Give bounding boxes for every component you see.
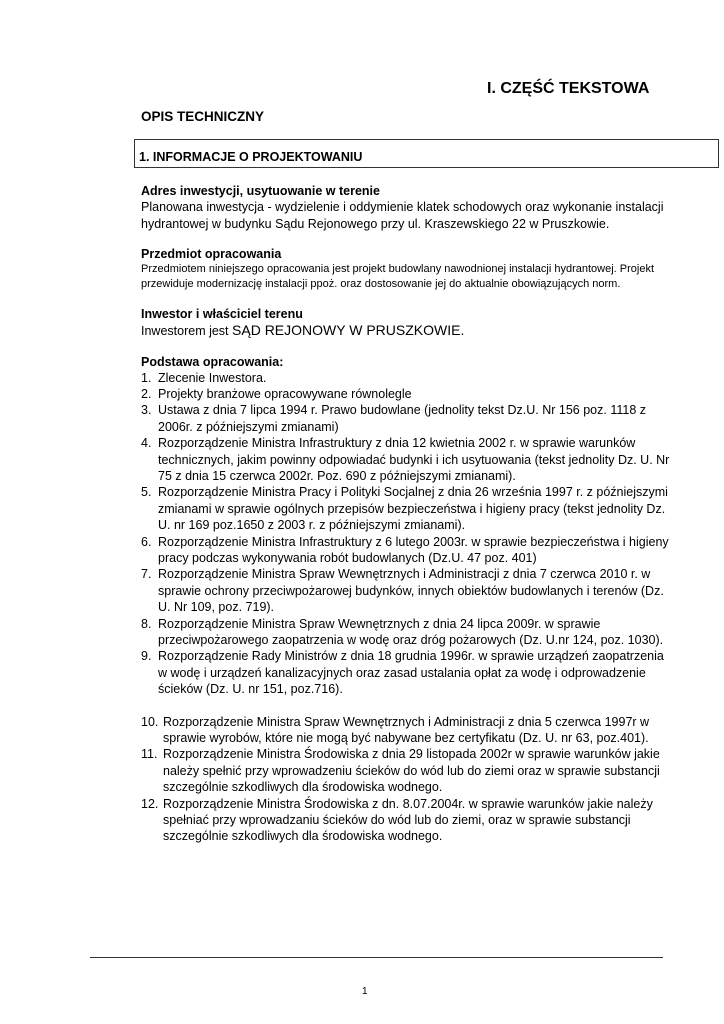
list-item — [141, 402, 676, 435]
investor-title: Inwestor i właściciel terenu — [141, 307, 303, 321]
footer-divider — [90, 957, 663, 958]
list-item — [141, 370, 676, 386]
list-item-text: Projekty branżowe opracowywane równolegle — [158, 386, 412, 401]
list-item-number: 3. — [141, 403, 152, 418]
list-item-text: Rozporządzenie Ministra Spraw Wewnętrznych z dnia 24 lipca 2009r. w sprawie przeciwpożarowego zaopatrzenia w wodę oraz dróg pożarowych (Dz. U.nr 124, poz. 1030). — [158, 616, 664, 647]
part-title: I. CZĘŚĆ TEKSTOWA — [487, 80, 650, 97]
list-item-number: 5. — [141, 485, 152, 500]
list-item-number: 1. — [141, 370, 152, 385]
investor-section — [141, 306, 676, 340]
list-item-text: Ustawa z dnia 7 lipca 1994 r. Prawo budowlane (jednolity tekst Dz.U. Nr 156 poz. 1118 z 2006r. z późniejszymi zmianami) — [158, 403, 646, 434]
list-item — [141, 386, 676, 402]
list-item — [141, 796, 676, 845]
list-item-number: 10. — [141, 714, 159, 729]
basis-section — [141, 354, 676, 845]
list-item-text: Rozporządzenie Ministra Infrastruktury z 6 lutego 2003r. w sprawie bezpieczeństwa i higieny pracy podczas wykonywania robót budowlanych (Dz.U. 47 poz. 401) — [158, 534, 669, 565]
basis-list — [141, 370, 676, 845]
list-item-text: Rozporządzenie Ministra Spraw Wewnętrznych i Administracji z dnia 5 czerwca 1997r w sprawie wyrobów, które nie mogą być nabywane bez certyfikatu (Dz. U. nr 63, poz.401). — [163, 714, 650, 746]
list-item-number: 2. — [141, 386, 152, 401]
list-item-text: Rozporządzenie Ministra Pracy i Polityki Socjalnej z dnia 26 września 1997 r. z późniejszymi zmianami w sprawie ogólnych przepisów bezpieczeństwa i higieny pracy (tekst jednolity Dz. U. nr 169 poz.1650 z 2003 r. z późniejszymi zmianami). — [158, 485, 668, 533]
investor-text-prefix: Inwestorem jest — [141, 324, 233, 338]
basis-title: Podstawa opracowania: — [141, 354, 284, 369]
list-item-number: 4. — [141, 436, 152, 451]
list-item-number: 12. — [141, 796, 159, 811]
list-item-number: 6. — [141, 534, 152, 549]
list-item — [141, 616, 676, 649]
list-item-number: 9. — [141, 649, 152, 664]
list-item — [141, 746, 676, 795]
list-item — [141, 484, 676, 533]
subject-title: Przedmiot opracowania — [141, 247, 282, 261]
document-body — [141, 183, 676, 859]
list-item-text: Rozporządzenie Ministra Spraw Wewnętrznych i Administracji z dnia 7 czerwca 2010 r. w sprawie ochrony przeciwpożarowej budynków, innych obiektów budowlanych i terenów (Dz. U. Nr 109, poz. 719). — [158, 567, 664, 615]
list-item-text: Rozporządzenie Ministra Infrastruktury z dnia 12 kwietnia 2002 r. w sprawie warunków technicznych, jakim powinny odpowiadać budynki i ich usytuowania (tekst jednolity Dz. U. Nr 75 z dnia 15 czerwca 2002r. Poz. 690 z późniejszymi zmianami). — [158, 436, 670, 483]
subject-section — [141, 246, 676, 292]
list-item — [141, 435, 676, 484]
section-header-box — [134, 139, 719, 168]
list-item-text: Rozporządzenie Rady Ministrów z dnia 18 grudnia 1996r. w sprawie urządzeń zaopatrzenia w wodę i urządzeń kanalizacyjnych oraz zasad ustalania opłat za wodę i odprowadzenie ścieków (Dz. U. nr 151, poz.716). — [158, 649, 664, 697]
list-item-number: 8. — [141, 616, 152, 631]
list-item-text: Zlecenie Inwestora. — [158, 370, 267, 385]
subject-text: Przedmiotem niniejszego opracowania jest projekt budowlany nawodnionej instalacji hydrantowej. Projekt przewiduje modernizację instalacji ppoż. oraz dostosowanie jej do aktualnie obowiązujących norm. — [141, 263, 655, 290]
investor-text — [141, 322, 676, 340]
list-item-text: Rozporządzenie Ministra Środowiska z dn. 8.07.2004r. w sprawie warunków jakie należy spełniać przy wprowadzaniu ścieków do wód lub do ziemi, oraz w sprawie substancji szczególnie szkodliwych dla środowiska wodnego. — [163, 796, 653, 844]
list-item — [141, 714, 676, 747]
document-heading: OPIS TECHNICZNY — [141, 109, 265, 124]
list-item-number: 7. — [141, 567, 152, 582]
address-section — [141, 183, 676, 232]
list-item — [141, 534, 676, 567]
section-title: 1. INFORMACJE O PROJEKTOWANIU — [139, 150, 363, 164]
page-number: 1 — [362, 986, 368, 997]
list-item — [141, 648, 676, 697]
address-text: Planowana inwestycja - wydzielenie i oddymienie klatek schodowych oraz wykonanie instalacji hydrantowej w budynku Sądu Rejonowego przy ul. Kraszewskiego 22 w Pruszkowie. — [141, 200, 664, 231]
investor-name: SĄD REJONOWY W PRUSZKOWIE. — [232, 322, 465, 338]
list-item-number: 11. — [141, 747, 158, 762]
address-title: Adres inwestycji, usytuowanie w terenie — [141, 184, 380, 198]
list-item-text: Rozporządzenie Ministra Środowiska z dnia 29 listopada 2002r w sprawie warunków jakie należy spełnić przy wprowadzeniu ścieków do wód lub do ziemi oraz w sprawie substancji szczególnie szkodliwych dla środowiska wodnego. — [163, 747, 660, 795]
list-item — [141, 566, 676, 615]
